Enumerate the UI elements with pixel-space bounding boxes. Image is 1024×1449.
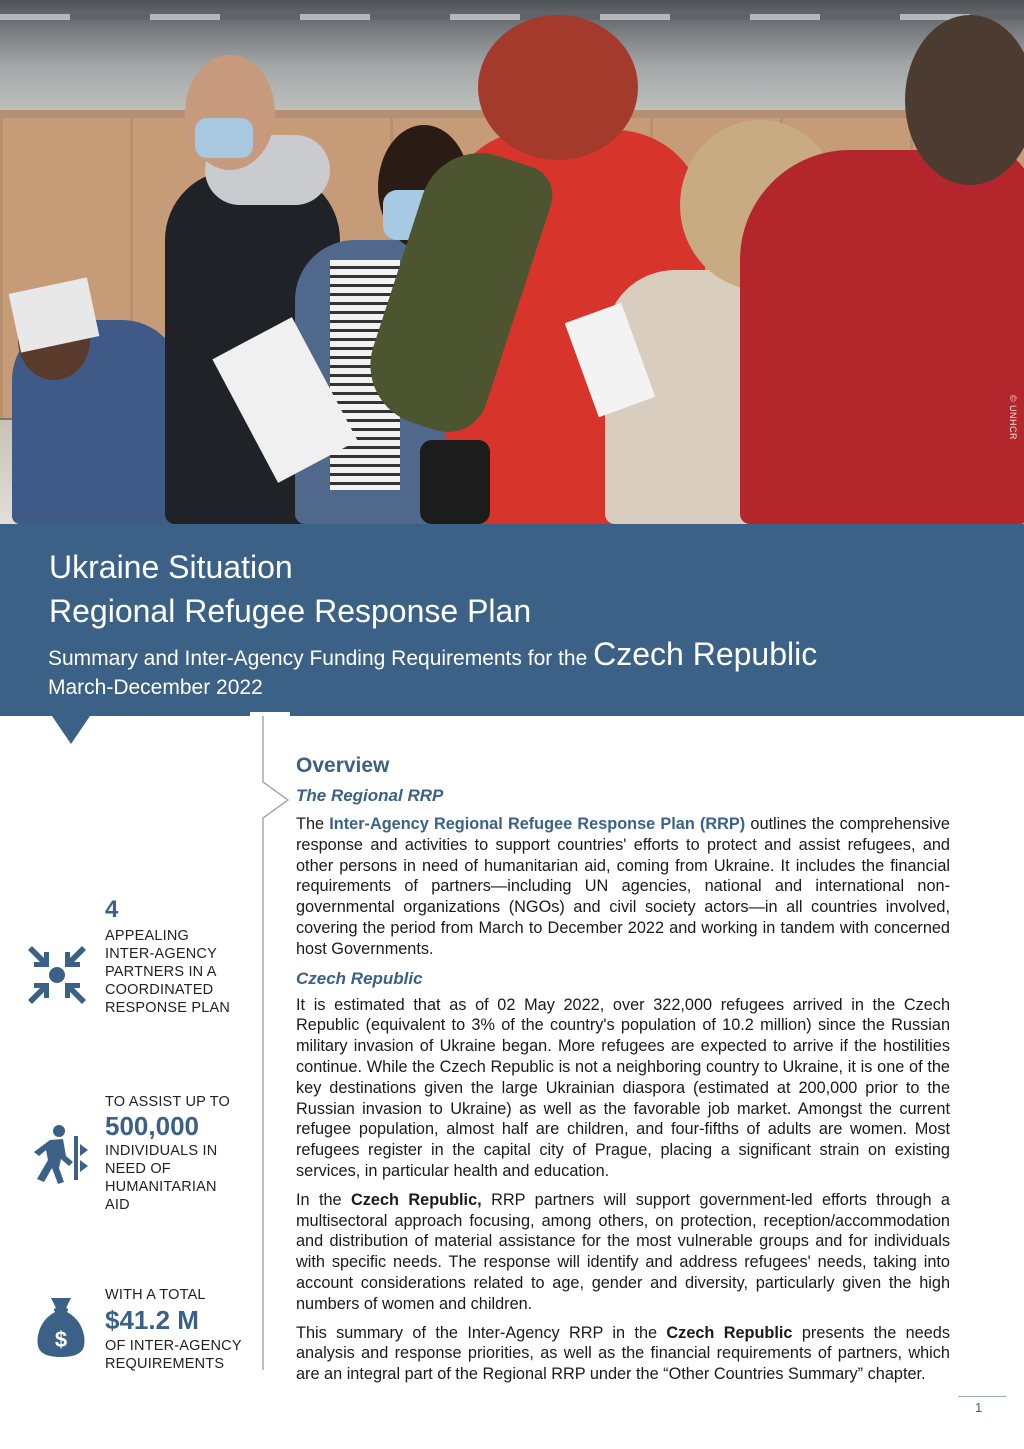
overview-heading: Overview [296, 754, 390, 777]
regional-rrp-paragraph [296, 814, 950, 960]
page-number-rule [958, 1396, 1006, 1397]
document-subtitle [48, 636, 817, 677]
page-number: 1 [975, 1400, 983, 1415]
photo-person-head [478, 15, 638, 160]
regional-rrp-heading: The Regional RRP [296, 786, 444, 805]
photo-person-red-hoodie [740, 150, 1024, 524]
stat-requirements-label [105, 1337, 242, 1373]
converge-arrows-icon [26, 944, 88, 1006]
document-title-line2: Regional Refugee Response Plan [49, 593, 532, 629]
stat-label-line: REQUIREMENTS [105, 1356, 225, 1372]
hero-photo [0, 0, 1024, 524]
paragraph-text: The [296, 815, 330, 833]
document-title-line1: Ukraine Situation [49, 549, 293, 585]
paragraph-text: RRP partners will support government-led efforts through a multisectoral approach focusing, among others, on protection, reception/accommodation and distribution of material assistance for the most vulnerable groups and for individuals with specific needs. The response will identify and address refugees' needs, taking into account considerations related to age, gender and diversity, particularly given the high numbers of women and children. [296, 1190, 950, 1313]
overview-section [296, 752, 950, 1385]
stat-individuals-label [105, 1142, 217, 1214]
stat-individuals-value: 500,000 [105, 1111, 199, 1141]
paragraph-text: This summary of the Inter-Agency RRP in the [296, 1323, 667, 1342]
stat-label-line: HUMANITARIAN [105, 1179, 217, 1195]
stat-label-line: NEED OF [105, 1161, 171, 1177]
stat-assist-pre: TO ASSIST UP TO [105, 1094, 230, 1110]
stat-requirements-value: $41.2 M [105, 1305, 199, 1335]
money-bag-icon [36, 1296, 86, 1358]
stat-label-line: COORDINATED [105, 982, 214, 998]
response-paragraph [296, 1190, 950, 1315]
stat-partners-value: 4 [105, 896, 119, 923]
paragraph-text: presents the needs analysis and response priorities, as well as the financial requirements of partners, which are an integral part of the Regional RRP under the “Other Countries Summary” chapter. [296, 1323, 950, 1384]
svg-text:$: $ [54, 1327, 68, 1352]
column-divider [262, 716, 292, 1370]
stat-label-line: INDIVIDUALS IN [105, 1143, 218, 1159]
title-band [0, 524, 1024, 716]
paragraph-text: outlines the comprehensive response and activities to support countries' efforts to protect and assist refugees, and other persons in need of humanitarian aid, coming from Ukraine. It includes the financial requirements of partners—including UN agencies, national and international non-governmental organizations (NGOs) and civil society actors—in all countries involved, covering the period from March to December 2022 and working in tandem with concerned host Governments. [296, 815, 950, 958]
paragraph-text: In the [296, 1190, 352, 1209]
paragraph-bold: Czech Republic [666, 1323, 793, 1342]
stat-partners-label [105, 927, 230, 1017]
czech-republic-paragraph: It is estimated that as of 02 May 2022, over 322,000 refugees arrived in the Czech Republic (equivalent to 3% of the country's population of 10.2 million) since the Russian military invasion of Ukraine began. More refugees are expected to arrive if the hostilities continue. While the Czech Republic is not a neighboring country to Ukraine, it is one of the key destinations given the large Ukrainian diaspora (estimated at 200,000 prior to the Russian invasion to Ukraine) as well as the favorable job market. Amongst the current refugee population, almost half are children, and four-fifths of adults are women. Most refugees register in the capital city of Prague, placing a significant strain on existing services, in particular health and education. [296, 995, 950, 1180]
stat-label-line: APPEALING [105, 928, 189, 944]
stat-label-line: RESPONSE PLAN [105, 1000, 231, 1016]
subtitle-prefix: Summary and Inter-Agency Funding Requirements for the [48, 647, 588, 670]
photo-credit: © UNHCR [1008, 394, 1018, 440]
stat-label-line: INTER-AGENCY [105, 946, 217, 962]
title-band-notch [52, 716, 90, 744]
stat-label-line: OF INTER-AGENCY [105, 1338, 242, 1354]
paragraph-bold: Czech Republic, [351, 1190, 482, 1209]
stat-label-line: AID [105, 1197, 130, 1213]
summary-paragraph [296, 1323, 950, 1385]
czech-republic-heading: Czech Republic [296, 968, 423, 988]
stat-label-line: PARTNERS IN A [105, 964, 217, 980]
photo-ceiling-lights [0, 14, 1024, 20]
stat-total-pre: WITH A TOTAL [105, 1287, 206, 1303]
photo-person-head [905, 15, 1024, 185]
photo-handbag [420, 440, 490, 524]
photo-face-mask [195, 118, 253, 158]
document-period: March-December 2022 [48, 676, 263, 699]
country-name: Czech Republic [593, 636, 818, 672]
rrp-link[interactable]: Inter-Agency Regional Refugee Response Plan (RRP) [329, 815, 746, 833]
person-running-arrows-icon [26, 1124, 92, 1186]
